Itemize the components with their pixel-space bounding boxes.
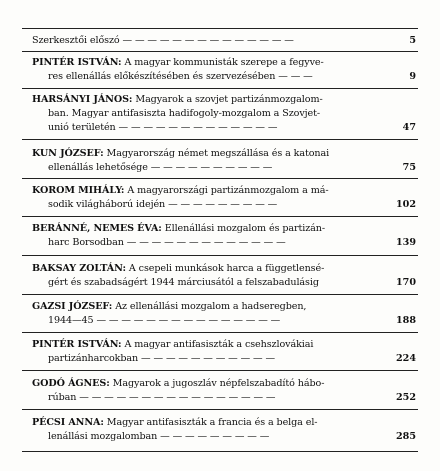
- toc-author: KUN JÓZSEF:: [32, 148, 104, 159]
- toc-page-number: 285: [395, 431, 416, 442]
- toc-entry-line: ban. Magyar antifasiszta hadifogoly-mozgalom a Szovjet-: [48, 108, 320, 119]
- toc-entry-line: Szerkesztői előszó — — — — — — — — — — — — — —: [32, 35, 294, 46]
- toc-entry-line: [32, 377, 412, 391]
- toc-entry-line: unió területén — — — — — — — — — — — — —: [48, 122, 278, 133]
- toc-entry-line: harc Borsodban — — — — — — — — — — — — —: [48, 237, 286, 248]
- divider: [22, 178, 418, 179]
- toc-page-number: 9: [409, 71, 416, 82]
- toc-page-number: 224: [395, 353, 416, 364]
- toc-page-number: 102: [395, 199, 416, 210]
- toc-author: GODÓ ÁGNES:: [32, 378, 110, 389]
- divider: [22, 28, 418, 29]
- toc-page-number: 188: [395, 315, 416, 326]
- divider: [22, 216, 418, 217]
- toc-entry-line: [32, 262, 412, 276]
- toc-author: GAZSI JÓZSEF:: [32, 301, 113, 312]
- toc-author: BAKSAY ZOLTÁN:: [32, 263, 126, 274]
- toc-entry-line: [32, 300, 412, 314]
- toc-entry-line: partizánharcokban — — — — — — — — — — —: [48, 353, 275, 364]
- toc-page-number: 139: [395, 237, 416, 248]
- toc-page-number: 252: [395, 392, 416, 403]
- divider: [22, 370, 418, 371]
- toc-entry-line: gért és szabadságért 1944 márciusától a felszabadulásig: [48, 277, 319, 288]
- toc-author: PINTÉR ISTVÁN:: [32, 339, 122, 350]
- toc-title: Az ellenállási mozgalom a hadseregben,: [115, 301, 307, 312]
- toc-page-number: 5: [409, 35, 416, 46]
- toc-author: KOROM MIHÁLY:: [32, 185, 125, 196]
- toc-author: HARSÁNYI JÁNOS:: [32, 94, 133, 105]
- divider: [22, 451, 418, 452]
- toc-entry-line: [32, 184, 412, 198]
- toc-title: A magyar antifasiszták a csehszlovákiai: [124, 339, 314, 350]
- toc-title: A magyar kommunisták szerepe a fegyve-: [124, 57, 324, 68]
- toc-author: PINTÉR ISTVÁN:: [32, 57, 122, 68]
- toc-entry-line: [32, 222, 412, 236]
- toc-page-number: 170: [395, 277, 416, 288]
- toc-entry-line: 1944—45 — — — — — — — — — — — — — — —: [48, 315, 281, 326]
- divider: [22, 294, 418, 295]
- toc-entry-line: [32, 147, 412, 161]
- toc-author: PÉCSI ANNA:: [32, 417, 104, 428]
- divider: [22, 409, 418, 410]
- divider: [22, 88, 418, 89]
- toc-entry-line: ellenállás lehetősége — — — — — — — — — —: [48, 162, 273, 173]
- toc-title: Ellenállási mozgalom és partizán-: [164, 223, 326, 234]
- toc-entry-line: [32, 416, 412, 430]
- toc-title: Magyarország német megszállása és a katonai: [106, 148, 330, 159]
- toc-title: Magyarok a jugoszláv népfelszabadító hábo-: [112, 378, 325, 389]
- toc-page-number: 47: [402, 122, 416, 133]
- toc-title: A csepeli munkások harca a függetlensé-: [128, 263, 325, 274]
- toc-author: BERÁNNÉ, NEMES ÉVA:: [32, 223, 162, 234]
- toc-title: Magyar antifasiszták a francia és a belga el-: [106, 417, 318, 428]
- toc-entry-line: sodik világháború idején — — — — — — — — —: [48, 199, 278, 210]
- toc-page-number: 75: [402, 162, 416, 173]
- toc-entry-line: lenállási mozgalomban — — — — — — — — —: [48, 431, 270, 442]
- divider: [22, 139, 418, 140]
- toc-entry-line: [32, 338, 412, 352]
- toc-entry-line: [32, 56, 412, 70]
- divider: [22, 332, 418, 333]
- divider: [22, 51, 418, 52]
- divider: [22, 255, 418, 256]
- toc-entry-line: [32, 93, 412, 107]
- toc-entry-line: res ellenállás előkészítésében és szervezésében — — —: [48, 71, 313, 82]
- toc-title: A magyarországi partizánmozgalom a má-: [127, 185, 329, 196]
- toc-entry-line: rúban — — — — — — — — — — — — — — — —: [48, 392, 276, 403]
- toc-title: Magyarok a szovjet partizánmozgalom-: [135, 94, 323, 105]
